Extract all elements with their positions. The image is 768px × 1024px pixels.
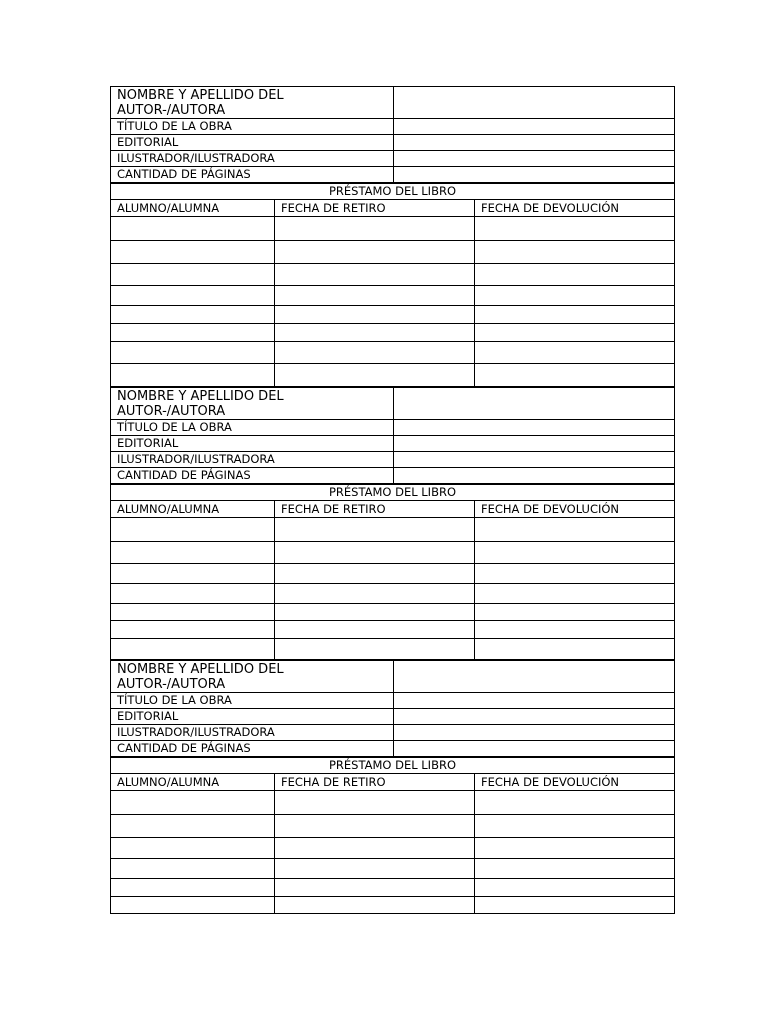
checkout-date-cell[interactable] <box>275 639 475 660</box>
loan-row <box>111 639 675 660</box>
author-name-label: NOMBRE Y APELLIDO DEL AUTOR-/AUTORA <box>111 661 394 693</box>
loan-row <box>111 518 675 542</box>
page-count-label: CANTIDAD DE PÁGINAS <box>111 167 394 183</box>
return-date-cell[interactable] <box>475 859 675 879</box>
student-column-header: ALUMNO/ALUMNA <box>111 501 275 518</box>
student-column-header: ALUMNO/ALUMNA <box>111 774 275 791</box>
loan-row <box>111 584 675 604</box>
checkout-date-cell[interactable] <box>275 859 475 879</box>
book-title-field[interactable] <box>394 119 675 135</box>
checkout-date-cell[interactable] <box>275 542 475 564</box>
student-cell[interactable] <box>111 897 275 914</box>
illustrator-label: ILUSTRADOR/ILUSTRADORA <box>111 725 394 741</box>
checkout-date-cell[interactable] <box>275 518 475 542</box>
loan-row <box>111 564 675 584</box>
illustrator-label: ILUSTRADOR/ILUSTRADORA <box>111 452 394 468</box>
author-name-label: NOMBRE Y APELLIDO DEL AUTOR-/AUTORA <box>111 87 394 119</box>
student-cell[interactable] <box>111 217 275 241</box>
return-date-cell[interactable] <box>475 584 675 604</box>
return-date-cell[interactable] <box>475 791 675 815</box>
loan-section-title: PRÉSTAMO DEL LIBRO <box>111 184 675 200</box>
student-cell[interactable] <box>111 364 275 387</box>
page-count-label: CANTIDAD DE PÁGINAS <box>111 741 394 757</box>
return-date-cell[interactable] <box>475 286 675 306</box>
return-date-cell[interactable] <box>475 815 675 838</box>
student-cell[interactable] <box>111 324 275 342</box>
checkout-date-cell[interactable] <box>275 564 475 584</box>
checkout-date-cell[interactable] <box>275 306 475 324</box>
return-date-cell[interactable] <box>475 324 675 342</box>
return-date-column-header: FECHA DE DEVOLUCIÓN <box>475 774 675 791</box>
checkout-date-cell[interactable] <box>275 879 475 897</box>
student-cell[interactable] <box>111 815 275 838</box>
checkout-date-column-header: FECHA DE RETIRO <box>275 774 475 791</box>
return-date-cell[interactable] <box>475 604 675 621</box>
student-cell[interactable] <box>111 791 275 815</box>
page-count-field[interactable] <box>394 167 675 183</box>
loan-row <box>111 859 675 879</box>
loan-row <box>111 621 675 639</box>
book-info-table <box>110 660 675 757</box>
page-count-field[interactable] <box>394 468 675 484</box>
return-date-cell[interactable] <box>475 518 675 542</box>
return-date-cell[interactable] <box>475 342 675 364</box>
return-date-cell[interactable] <box>475 264 675 286</box>
loan-table <box>110 757 675 914</box>
student-cell[interactable] <box>111 838 275 859</box>
loan-row <box>111 286 675 306</box>
loan-row <box>111 324 675 342</box>
student-column-header: ALUMNO/ALUMNA <box>111 200 275 217</box>
student-cell[interactable] <box>111 342 275 364</box>
loan-row <box>111 897 675 914</box>
return-date-cell[interactable] <box>475 621 675 639</box>
author-name-field[interactable] <box>394 388 675 420</box>
student-cell[interactable] <box>111 542 275 564</box>
book-title-label: TÍTULO DE LA OBRA <box>111 420 394 436</box>
loan-row <box>111 838 675 859</box>
author-name-field[interactable] <box>394 661 675 693</box>
book-title-field[interactable] <box>394 693 675 709</box>
loan-row <box>111 306 675 324</box>
checkout-date-cell[interactable] <box>275 286 475 306</box>
book-title-field[interactable] <box>394 420 675 436</box>
loan-row <box>111 342 675 364</box>
student-cell[interactable] <box>111 604 275 621</box>
loan-row <box>111 241 675 264</box>
publisher-label: EDITORIAL <box>111 436 394 452</box>
illustrator-field[interactable] <box>394 452 675 468</box>
book-info-table <box>110 86 675 183</box>
checkout-date-cell[interactable] <box>275 217 475 241</box>
publisher-field[interactable] <box>394 436 675 452</box>
book-record-block <box>110 387 675 660</box>
student-cell[interactable] <box>111 306 275 324</box>
book-record-block <box>110 86 675 387</box>
return-date-cell[interactable] <box>475 542 675 564</box>
checkout-date-cell[interactable] <box>275 364 475 387</box>
return-date-cell[interactable] <box>475 897 675 914</box>
return-date-cell[interactable] <box>475 838 675 859</box>
student-cell[interactable] <box>111 639 275 660</box>
return-date-cell[interactable] <box>475 217 675 241</box>
author-name-field[interactable] <box>394 87 675 119</box>
checkout-date-cell[interactable] <box>275 621 475 639</box>
student-cell[interactable] <box>111 621 275 639</box>
loan-table <box>110 484 675 660</box>
checkout-date-cell[interactable] <box>275 264 475 286</box>
book-title-label: TÍTULO DE LA OBRA <box>111 119 394 135</box>
checkout-date-cell[interactable] <box>275 815 475 838</box>
checkout-date-cell[interactable] <box>275 791 475 815</box>
illustrator-label: ILUSTRADOR/ILUSTRADORA <box>111 151 394 167</box>
loan-row <box>111 815 675 838</box>
book-record-block <box>110 660 675 914</box>
student-cell[interactable] <box>111 518 275 542</box>
return-date-cell[interactable] <box>475 879 675 897</box>
author-name-label: NOMBRE Y APELLIDO DEL AUTOR-/AUTORA <box>111 388 394 420</box>
return-date-column-header: FECHA DE DEVOLUCIÓN <box>475 200 675 217</box>
book-loan-sheet <box>110 86 675 914</box>
loan-section-title: PRÉSTAMO DEL LIBRO <box>111 485 675 501</box>
loan-row <box>111 364 675 387</box>
student-cell[interactable] <box>111 241 275 264</box>
page-count-label: CANTIDAD DE PÁGINAS <box>111 468 394 484</box>
checkout-date-column-header: FECHA DE RETIRO <box>275 200 475 217</box>
loan-row <box>111 791 675 815</box>
loan-section-title: PRÉSTAMO DEL LIBRO <box>111 758 675 774</box>
checkout-date-cell[interactable] <box>275 324 475 342</box>
student-cell[interactable] <box>111 879 275 897</box>
return-date-cell[interactable] <box>475 306 675 324</box>
publisher-field[interactable] <box>394 135 675 151</box>
return-date-cell[interactable] <box>475 241 675 264</box>
publisher-label: EDITORIAL <box>111 709 394 725</box>
student-cell[interactable] <box>111 859 275 879</box>
checkout-date-cell[interactable] <box>275 241 475 264</box>
student-cell[interactable] <box>111 564 275 584</box>
student-cell[interactable] <box>111 584 275 604</box>
return-date-column-header: FECHA DE DEVOLUCIÓN <box>475 501 675 518</box>
checkout-date-cell[interactable] <box>275 342 475 364</box>
page-count-field[interactable] <box>394 741 675 757</box>
loan-row <box>111 604 675 621</box>
loan-row <box>111 879 675 897</box>
checkout-date-cell[interactable] <box>275 604 475 621</box>
return-date-cell[interactable] <box>475 564 675 584</box>
publisher-field[interactable] <box>394 709 675 725</box>
book-title-label: TÍTULO DE LA OBRA <box>111 693 394 709</box>
student-cell[interactable] <box>111 286 275 306</box>
checkout-date-cell[interactable] <box>275 838 475 859</box>
return-date-cell[interactable] <box>475 364 675 387</box>
loan-row <box>111 264 675 286</box>
checkout-date-cell[interactable] <box>275 897 475 914</box>
book-info-table <box>110 387 675 484</box>
illustrator-field[interactable] <box>394 725 675 741</box>
publisher-label: EDITORIAL <box>111 135 394 151</box>
student-cell[interactable] <box>111 264 275 286</box>
checkout-date-cell[interactable] <box>275 584 475 604</box>
loan-table <box>110 183 675 387</box>
illustrator-field[interactable] <box>394 151 675 167</box>
loan-row <box>111 217 675 241</box>
checkout-date-column-header: FECHA DE RETIRO <box>275 501 475 518</box>
return-date-cell[interactable] <box>475 639 675 660</box>
loan-row <box>111 542 675 564</box>
